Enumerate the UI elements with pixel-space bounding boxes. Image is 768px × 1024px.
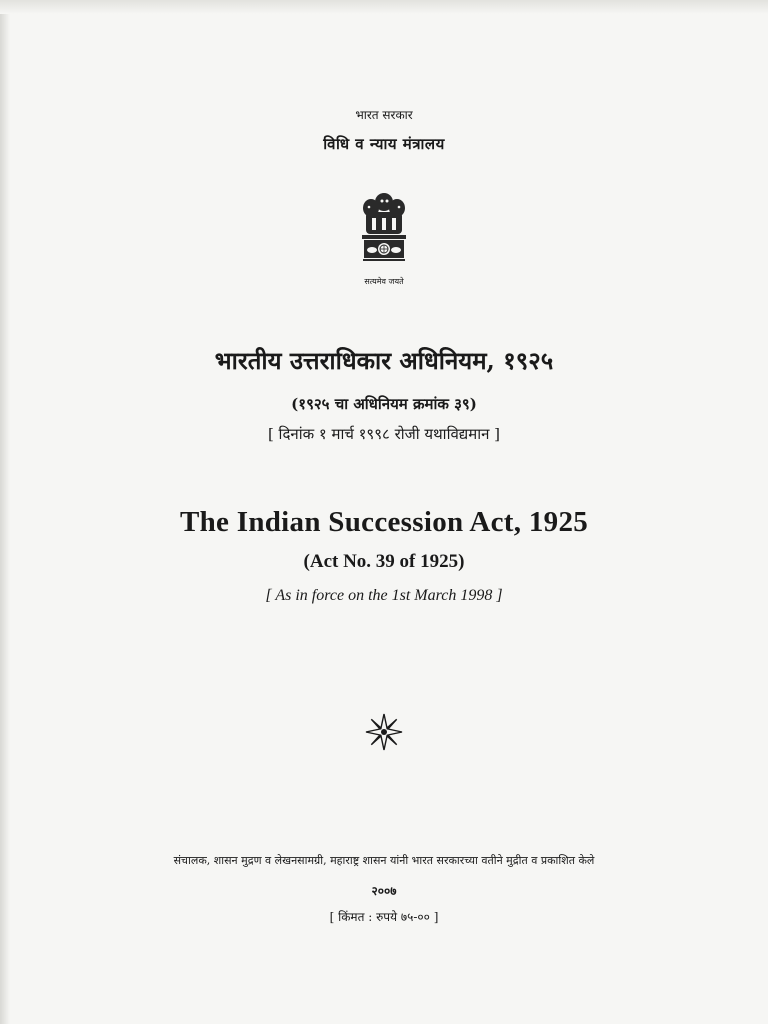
ministry-label: विधि व न्याय मंत्रालय: [323, 135, 445, 153]
english-title: The Indian Succession Act, 1925: [179, 506, 589, 538]
emblem-motto: सत्यमेव जयते: [364, 277, 404, 286]
english-in-force: [ As in force on the 1st March 1998 ]: [265, 587, 503, 604]
publisher-line: संचालक, शासन मुद्रण व लेखनसामग्री, महाराष्ट्र शासन यांनी भारत सरकारच्या वतीने मुद्रीत व प्रकाशित केले: [173, 854, 595, 867]
price-label: [ किंमत : रुपये ७५-०० ]: [329, 910, 439, 924]
page-shadow-top: [0, 0, 768, 14]
star-ornament-icon: [0, 712, 768, 756]
english-act-number: (Act No. 39 of 1925): [303, 551, 465, 572]
hindi-title: भारतीय उत्तराधिकार अधिनियम, १९२५: [214, 346, 554, 375]
hindi-act-number: (१९२५ चा अधिनियम क्रमांक ३९): [291, 395, 477, 413]
publication-year: २००७: [371, 884, 397, 898]
government-label: भारत सरकार: [355, 108, 413, 122]
national-emblem-icon: [0, 190, 768, 278]
hindi-in-force: [ दिनांक १ मार्च १९९८ रोजी यथाविद्यमान ]: [267, 425, 501, 443]
